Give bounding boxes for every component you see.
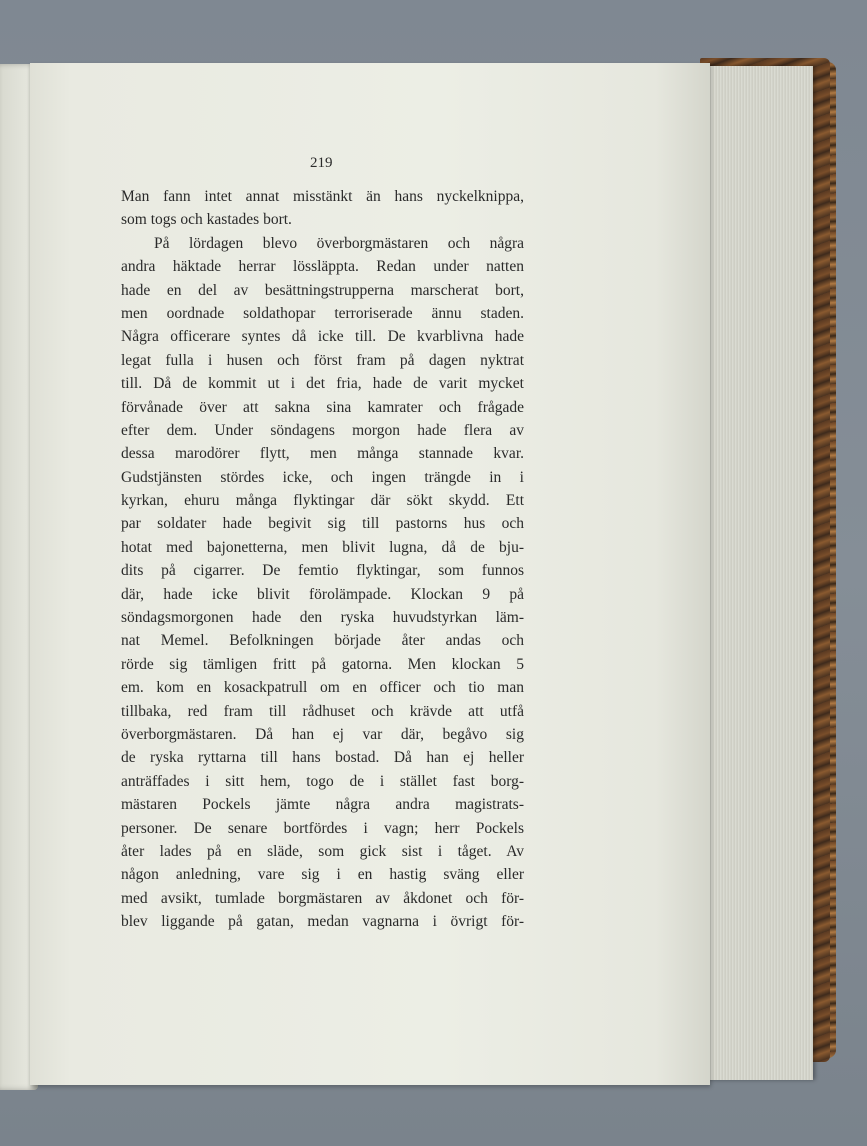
text-line: men oordnade soldathopar terroriserade ännu staden. [121, 304, 524, 322]
text-line: kyrkan, ehuru många flyktingar där sökt skydd. Ett [121, 492, 524, 510]
text-line: andra häktade herrar lössläppta. Redan under natten [121, 258, 524, 276]
text-line: förvånade över att sakna sina kamrater och frågade [121, 398, 524, 416]
text-line: personer. De senare bortfördes i vagn; herr Pockels [121, 819, 524, 837]
text-line: någon anledning, vare sig i en hastig sväng eller [121, 866, 524, 884]
text-line: till. Då de kommit ut i det fria, hade de varit mycket [121, 375, 524, 393]
text-line: de ryska ryttarna till hans bostad. Då han ej heller [121, 749, 524, 767]
text-line: Gudstjänsten stördes icke, och ingen trängde in i [121, 468, 524, 486]
text-line: dessa marodörer flytt, men många stannade kvar. [121, 445, 524, 463]
text-line: Några officerare syntes då icke till. De kvarblivna hade [121, 328, 524, 346]
text-line: där, hade icke blivit förolämpade. Klockan 9 på [121, 585, 524, 603]
text-line: På lördagen blevo överborgmästaren och några [154, 234, 524, 252]
text-line: em. kom en kosackpatrull om en officer och tio man [121, 679, 524, 697]
text-line: efter dem. Under söndagens morgon hade flera av [121, 421, 524, 439]
text-line: mästaren Pockels jämte några andra magistrats- [121, 796, 524, 814]
text-line: rörde sig tämligen fritt på gatorna. Men klockan 5 [121, 655, 524, 673]
page-block-edges [705, 66, 813, 1080]
text-line: Man fann intet annat misstänkt än hans nyckelknippa, [121, 188, 524, 205]
body-text [121, 185, 524, 934]
text-line: anträffades i sitt hem, togo de i stället fast borg- [121, 772, 524, 790]
page-number: 219 [310, 155, 333, 171]
text-line: tillbaka, red fram till rådhuset och krävde att utfå [121, 702, 524, 720]
text-line: åter lades på en släde, som gick sist i tåget. Av [121, 842, 524, 860]
text-line: hotat med bajonetterna, men blivit lugna, då de bju- [121, 538, 524, 556]
text-line: som togs och kastades bort. [121, 211, 292, 229]
text-line: dits på cigarrer. De femtio flyktingar, som funnos [121, 562, 524, 580]
text-line: par soldater hade begivit sig till pastorns hus och [121, 515, 524, 533]
text-line: överborgmästaren. Då han ej var där, begåvo sig [121, 725, 524, 743]
text-line: hade en del av besättningstrupperna marscherat bort, [121, 281, 524, 299]
text-line: nat Memel. Befolkningen började åter andas och [121, 632, 524, 650]
text-line: med avsikt, tumlade borgmästaren av åkdonet och för- [121, 889, 524, 907]
text-line: söndagsmorgonen hade den ryska huvudstyrkan läm- [121, 609, 524, 627]
text-line: blev liggande på gatan, medan vagnarna i övrigt för- [121, 913, 524, 931]
text-line: legat fulla i husen och först fram på dagen nyktrat [121, 351, 524, 369]
